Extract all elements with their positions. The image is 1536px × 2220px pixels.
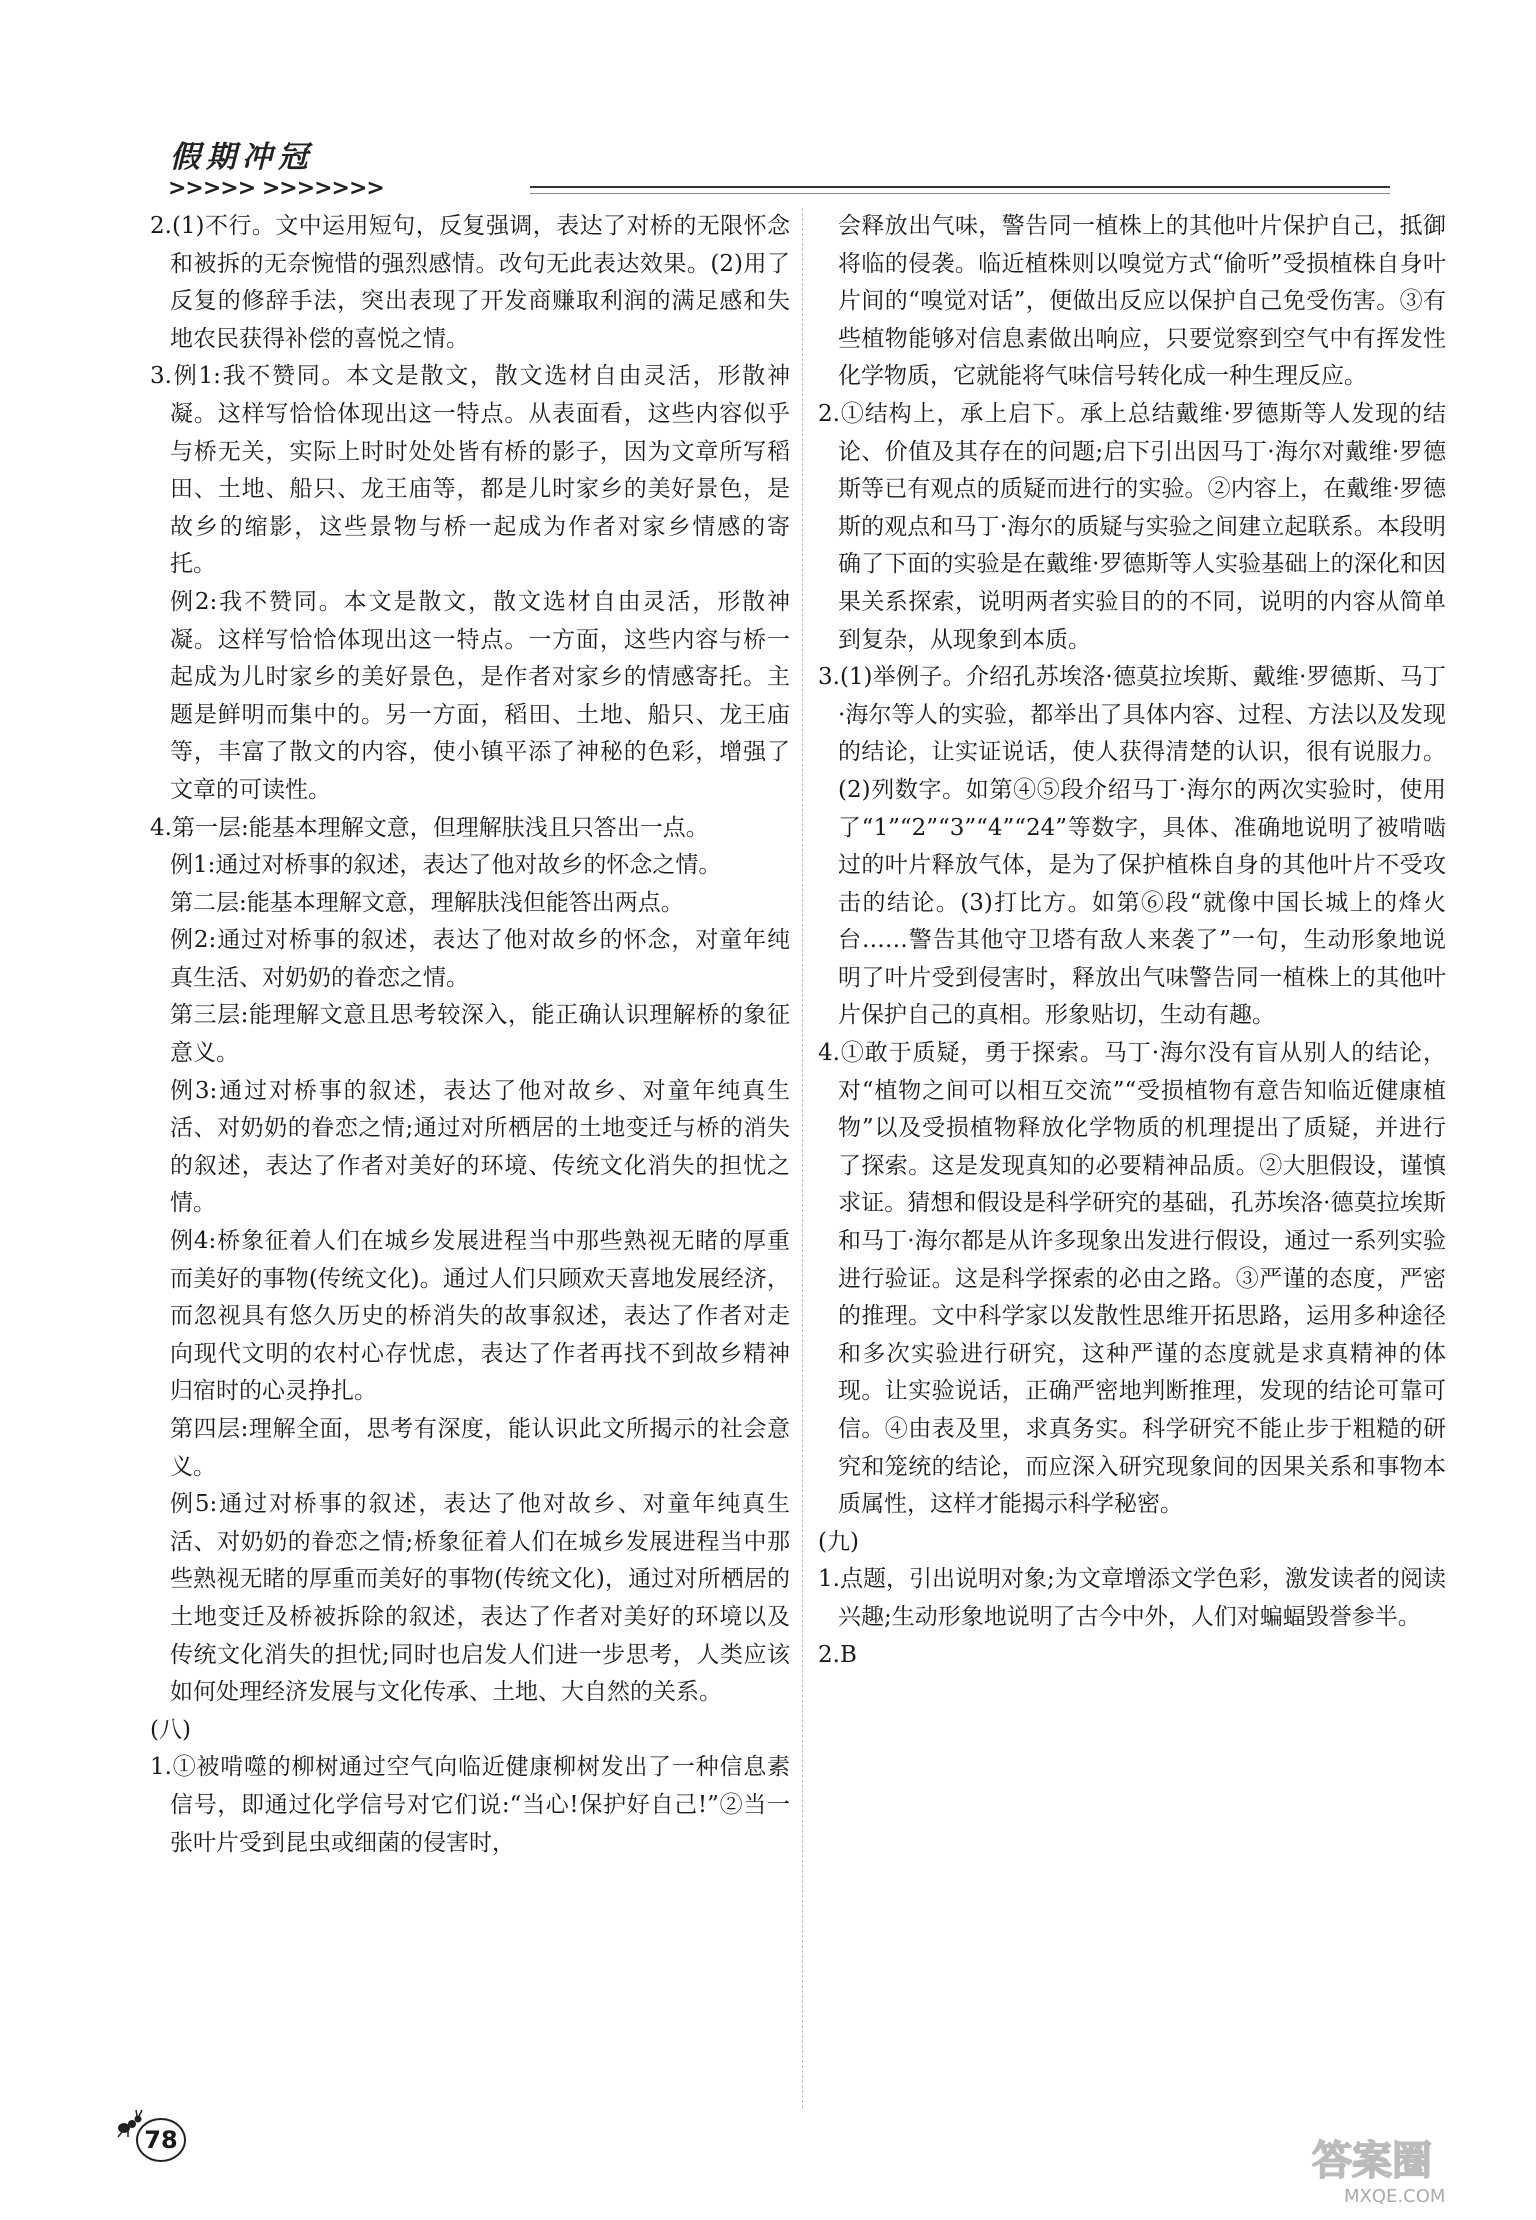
answer-paragraph: 4.①敢于质疑，勇于探索。马丁·海尔没有盲从别人的结论，对“植物之间可以相互交流”“受损植物有意告知临近健康植物”以及受损植物释放化学物质的机理提出了质疑，并进行了探索。这是发现真知的必要精神品质。②大胆假设，谨慎求证。猜想和假设是科学研究的基础，孔苏埃洛·德莫拉埃斯和马丁·海尔都是从许多现象出发进行假设，通过一系列实验进行验证。这是科学探索的必由之路。③严谨的态度，严密的推理。文中科学家以发散性思维开拓思路，运用多种途径和多次实验进行研究，这种严谨的态度就是求真精神的体现。让实验说话，正确严密地判断推理，发现的结论可靠可信。④由表及里，求真务实。科学研究不能止步于粗糙的研究和笼统的结论，而应深入研究现象间的因果关系和事物本质属性，这样才能揭示科学秘密。 (818, 1040, 1446, 1518)
watermark-text: 答案圈 (1312, 2138, 1432, 2184)
column-divider (802, 208, 803, 2108)
answer-paragraph: 例3:通过对桥事的叙述，表达了他对故乡、对童年纯真生活、对奶奶的眷恋之情;通过对所栖居的土地变迁与桥的消失的叙述，表达了作者对美好的环境、传统文化消失的担忧之情。 (170, 1077, 790, 1217)
answer-paragraph: 4.第一层:能基本理解文意，但理解肤浅且只答出一点。 (150, 814, 709, 841)
watermark-url: MXQE.COM (1344, 2186, 1446, 2207)
answer-paragraph: 例4:桥象征着人们在城乡发展进程当中那些熟视无睹的厚重而美好的事物(传统文化)。通过人们只顾欢天喜地发展经济，而忽视具有悠久历史的桥消失的故事叙述，表达了作者对走向现代文明的农村心存忧虑，表达了作者再找不到故乡精神归宿时的心灵挣扎。 (170, 1228, 790, 1405)
answer-paragraph: 1.点题，引出说明对象;为文章增添文学色彩，激发读者的阅读兴趣;生动形象地说明了古今中外，人们对蝙蝠毁誉参半。 (818, 1566, 1446, 1630)
answer-paragraph: 1.①被啃噬的柳树通过空气向临近健康柳树发出了一种信息素信号，即通过化学信号对它们说:“当心!保护好自己!”②当一张叶片受到昆虫或细菌的侵害时， (150, 1754, 790, 1856)
answer-paragraph: 2.①结构上，承上启下。承上总结戴维·罗德斯等人发现的结论、价值及其存在的问题;启下引出因马丁·海尔对戴维·罗德斯等已有观点的质疑而进行的实验。②内容上，在戴维·罗德斯的观点和马丁·海尔的质疑与实验之间建立起联系。本段明确了下面的实验是在戴维·罗德斯等人实验基础上的深化和因果关系探索，说明两者实验目的的不同，说明的内容从简单到复杂，从现象到本质。 (818, 400, 1446, 653)
right-column (818, 208, 1446, 1674)
header-rule (530, 186, 1390, 194)
answer-paragraph: 第二层:能基本理解文意，理解肤浅但能答出两点。 (170, 889, 684, 916)
answer-paragraph: 例1:通过对桥事的叙述，表达了他对故乡的怀念之情。 (170, 852, 722, 879)
answer-paragraph: 2.(1)不行。文中运用短句，反复强调，表达了对桥的无限怀念和被拆的无奈惋惜的强烈感情。改句无此表达效果。(2)用了反复的修辞手法，突出表现了开发商赚取利润的满足感和失地农民获得补偿的喜悦之情。 (150, 213, 790, 352)
page-header (150, 128, 1390, 201)
answer-paragraph: 3.例1:我不赞同。本文是散文，散文选材自由灵活，形散神凝。这样写恰恰体现出这一特点。从表面看，这些内容似乎与桥无关，实际上时时处处皆有桥的影子，因为文章所写稻田、土地、船只、龙王庙等，都是儿时家乡的美好景色，是故乡的缩影，这些景物与桥一起成为作者对家乡情感的寄托。 (150, 363, 790, 578)
section-heading: (八) (150, 1716, 191, 1743)
watermark-logo (1304, 2128, 1524, 2208)
answer-paragraph: 第四层:理解全面，思考有深度，能认识此文所揭示的社会意义。 (170, 1416, 790, 1480)
answer-paragraph: 例2:我不赞同。本文是散文，散文选材自由灵活，形散神凝。这样写恰恰体现出这一特点。一方面，这些内容与桥一起成为儿时家乡的美好景色，是作者对家乡的情感寄托。主题是鲜明而集中的。另一方面，稻田、土地、船只、龙王庙等，丰富了散文的内容，使小镇平添了神秘的色彩，增强了文章的可读性。 (170, 588, 790, 803)
answer-paragraph: 会释放出气味，警告同一植株上的其他叶片保护自己，抵御将临的侵袭。临近植株则以嗅觉方式“偷听”受损植株自身叶片间的“嗅觉对话”，便做出反应以保护自己免受伤害。③有些植物能够对信息素做出响应，只要觉察到空气中有挥发性化学物质，它就能将气味信号转化成一种生理反应。 (838, 213, 1446, 390)
answer-paragraph: 第三层:能理解文意且思考较深入，能正确认识理解桥的象征意义。 (170, 1002, 790, 1067)
answer-paragraph: 2.B (818, 1641, 857, 1668)
page-number: 78 (136, 2118, 186, 2162)
answer-paragraph: 例5:通过对桥事的叙述，表达了他对故乡、对童年纯真生活、对奶奶的眷恋之情;桥象征着人们在城乡发展进程当中那些熟视无睹的厚重而美好的事物(传统文化)，通过对所栖居的土地变迁及桥被拆除的叙述，表达了作者对美好的环境以及传统文化消失的担忧;同时也启发人们进一步思考，人类应该如何处理经济发展与文化传承、土地、大自然的关系。 (170, 1491, 790, 1706)
header-chevron-decoration: >>>>> >>>>>>> (168, 176, 384, 201)
answer-paragraph: 例2:通过对桥事的叙述，表达了他对故乡的怀念，对童年纯真生活、对奶奶的眷恋之情。 (170, 927, 790, 991)
answer-paragraph: 3.(1)举例子。介绍孔苏埃洛·德莫拉埃斯、戴维·罗德斯、马丁·海尔等人的实验，都举出了具体内容、过程、方法以及发现的结论，让实证说话，使人获得清楚的认识，很有说服力。(2)列数字。如第④⑤段介绍马丁·海尔的两次实验时，使用了“1”“2”“3”“4”“24”等数字，具体、准确地说明了被啃啮过的叶片释放气体，是为了保护植株自身的其他叶片不受攻击的结论。(3)打比方。如第⑥段“就像中国长城上的烽火台……警告其他守卫塔有敌人来袭了”一句，生动形象地说明了叶片受到侵害时，释放出气味警告同一植株上的其他叶片保护自己的真相。形象贴切，生动有趣。 (818, 664, 1446, 1029)
left-column (150, 208, 790, 1862)
section-heading: (九) (818, 1528, 859, 1555)
header-title: 假期冲冠 (170, 140, 314, 175)
